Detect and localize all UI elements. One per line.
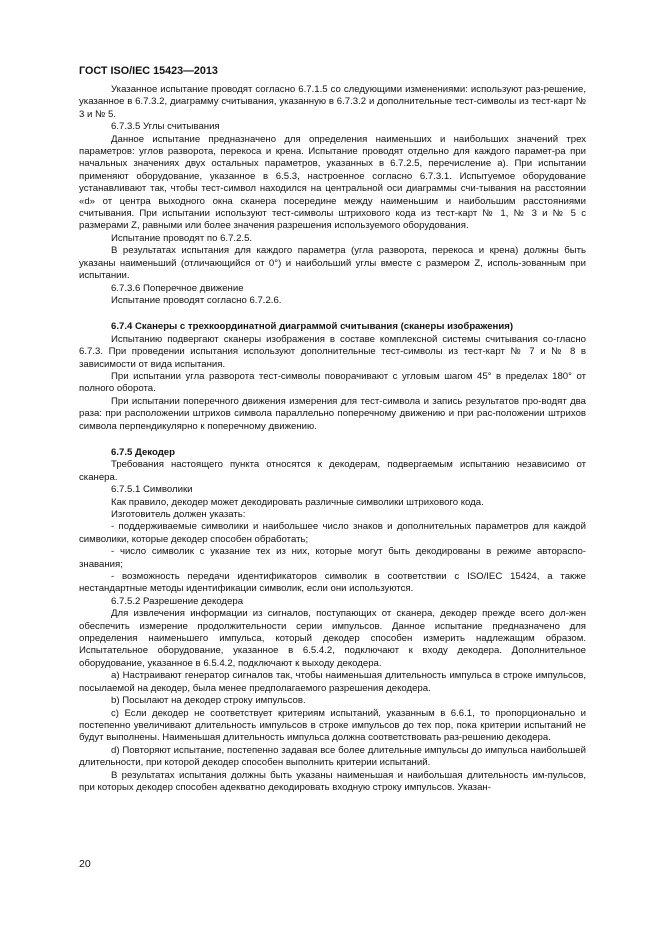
subsection-title: 6.7.3.5 Углы считывания [111,121,220,133]
document-header: ГОСТ ISO/IEC 15423—2013 [79,65,218,77]
document-body [79,84,586,794]
paragraph: Указанное испытание проводят согласно 6.7.1.5 со следующими изменениями: используют раз-решение, указанное в 6.7.3.2, диаграмму считывания, указанную в 6.7.3.2 и дополнительные тест-символы из тест-карт № 3 и № 5. [79,84,586,120]
list-item: - возможность передачи идентификаторов символик в соответствии с ISO/IEC 15424, а также нестандартные методы идентификации символик, если они используются. [79,571,586,595]
list-item: - число символик с указание тех из них, которые могут быть декодированы в режиме автораспо-знавания; [79,546,586,570]
section-heading: 6.7.4 Сканеры с трехкоординатной диаграммой считывания (сканеры изображения) [111,321,514,333]
paragraph: Требования настоящего пункта относятся к декодерам, подвергаемым испытанию независимо от сканера. [79,459,586,483]
subsection-title: 6.7.5.2 Разрешение декодера [111,595,244,607]
paragraph: В результатах испытания для каждого параметра (угла разворота, перекоса и крена) должны быть указаны наименьший (отличающийся от 0°) и наибольший углы вместе с размером Z, исполь-зованным при испытании. [79,245,586,282]
paragraph: Испытание проводят по 6.7.2.5. [111,232,253,244]
list-item: b) Посылают на декодер строку импульсов. [111,695,306,707]
list-item: c) Если декодер не соответствует критериям испытаний, указанным в 6.6.1, то пропорционально и постепенно увеличивают длительность импульсов в строке импульсов до тех пор, пока критерии испытаний не будут выполнены. Наименьшая длительность импульса должна соответствовать раз-решению декодера. [79,707,586,744]
subsection-title: 6.7.3.6 Поперечное движение [111,282,244,294]
paragraph: Изготовитель должен указать: [111,509,246,520]
page-number: 20 [79,858,91,870]
list-item: a) Настраивают генератор сигналов так, чтобы наименьшая длительность импульса в строке импульсов, посылаемой на декодер, была менее предполагаемого разрешения декодера. [79,670,586,694]
paragraph: Для извлечения информации из сигналов, поступающих от сканера, декодер прежде всего дол-жен обеспечить измерение продолжительности серии импульсов. Данное испытание предназначено для определения наименьшего импульса, который декодер способен измерить надлежащим образом. Испытательное оборудование, указанное в 6.5.4.2, подключают к входу декодера. Дополнительное оборудование, указанное в 6.5.4.2, подключают к выходу декодера. [79,608,586,669]
subsection-title: 6.7.5.1 Символики [111,484,193,496]
paragraph: Данное испытание предназначено для определения наименьших и наибольших значений трех параметров: углов разворота, перекоса и крена. Испытание проводят отдельно для каждого парамет-ра при начальных значениях двух остальных параметров, указанных в 6.7.2.5, перечисление а). При испытании применяют оборудование, указанное в 6.5.3, настроенное согласно 6.7.3.1. Испытуемое оборудование устанавливают так, чтобы тест-символ находился на центральной оси диаграммы счи-тывания на расстоянии «d» от центра выходного окна сканера посередине между наименьшим и наибольшим расстояниями считывания. При испытании используют тест-символы штрихового кода из тест-карт № 1, № 3 и № 5 с размерами Z, равными или более значения разрешения используемого оборудования. [79,133,586,232]
paragraph: Испытание проводят согласно 6.7.2.6. [111,294,282,306]
paragraph: Как правило, декодер может декодировать различные символики штрихового кода. [111,496,484,508]
paragraph: При испытании поперечного движения измерения для тест-символа и запись результатов про-водят два раза: при расположении штрихов символа параллельно поперечному движению и при рас-положении штрихов символа перпендикулярно к поперечному движению. [79,395,586,432]
paragraph: При испытании угла разворота тест-символы поворачивают с угловым шагом 45° в пределах 180° от полного оборота. [79,370,586,395]
list-item: - поддерживаемые символики и наибольшее число знаков и дополнительных параметров для каждой символики, которые декодер способен обработать; [79,521,586,545]
list-item: d) Повторяют испытание, постепенно задавая все более длительные импульсы до импульса наибольшей длительности, при которой декодер способен выполнить критерии испытаний. [79,744,586,769]
paragraph: Испытанию подвергают сканеры изображения в составе комплексной системы считывания со-гласно 6.7.3. При проведении испытания используют дополнительные тест-символы из тест-карт № 7 и № 8 в зависимости от вида испытания. [79,333,586,370]
paragraph: В результатах испытания должны быть указаны наименьшая и наибольшая длительность им-пульсов, при которых декодер способен адекватно декодировать входную строку импульсов. Указан- [79,769,586,793]
section-heading: 6.7.5 Декодер [111,446,175,458]
